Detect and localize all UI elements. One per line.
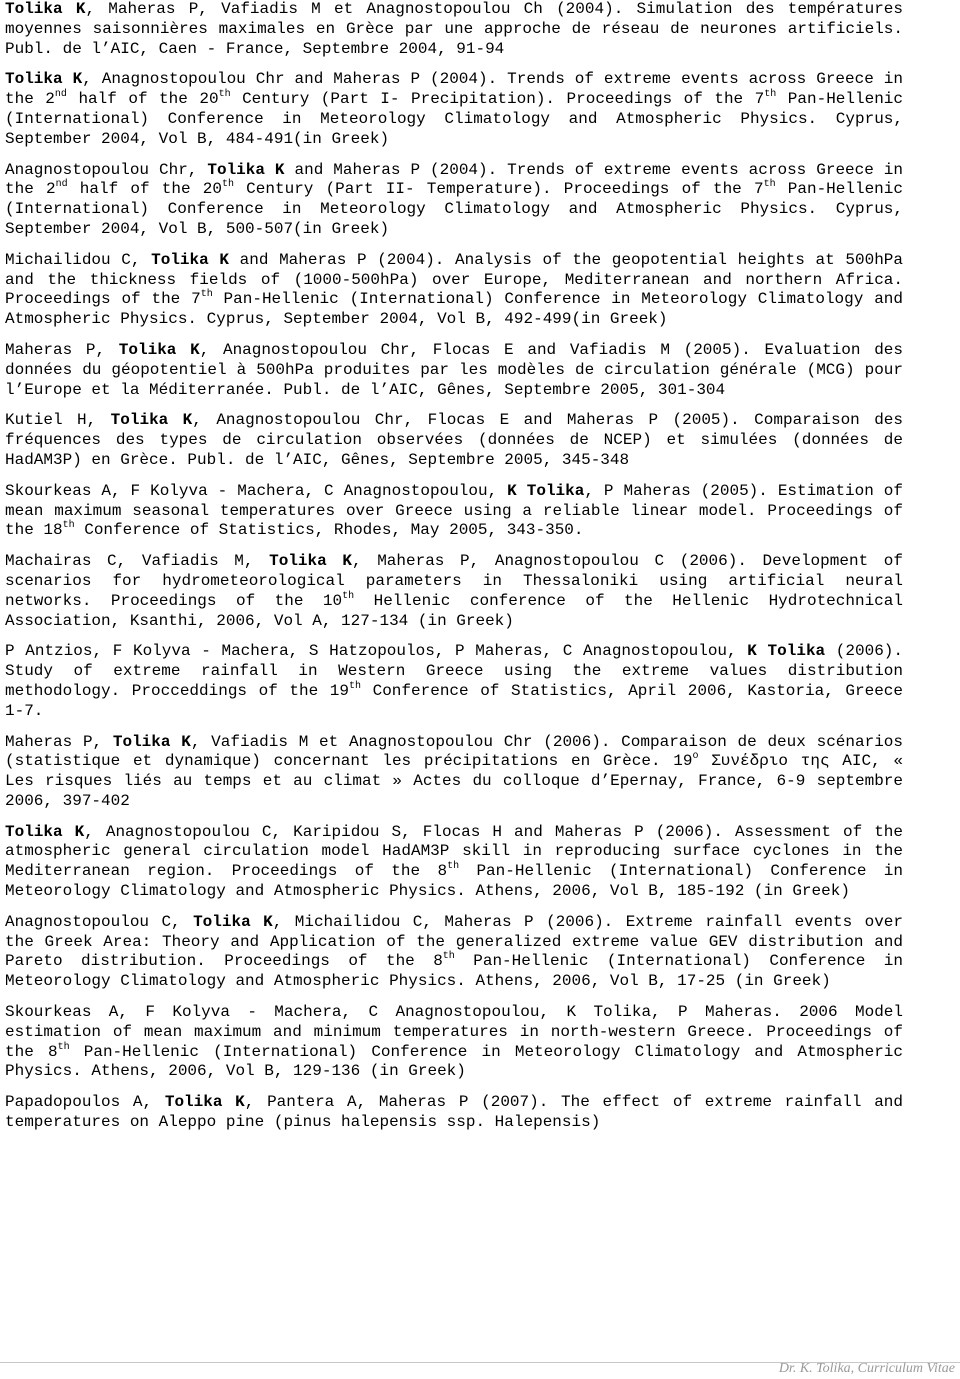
author-highlight: Tolika K <box>164 1093 245 1112</box>
ordinal-superscript: th <box>221 179 234 191</box>
reference-text: and Maheras P (2004). Trends of extreme events across Greece in the 2 <box>5 160 904 199</box>
reference-text: Skourkeas A, F Kolyva - Machera, C Anagnostopoulou, <box>5 481 508 500</box>
reference-entry <box>5 482 903 541</box>
reference-text: Pan-Hellenic (International) Conference in Meteorology Climatology and Atmospheric Physics. Athens, 2006, Vol B, 129-136 (in Greek) <box>5 1042 903 1081</box>
ordinal-superscript: th <box>442 951 455 963</box>
author-highlight: Tolika K <box>5 0 86 18</box>
ordinal-superscript: th <box>218 89 231 101</box>
reference-text: Hellenic conference of the Hellenic Hydrotechnical Association, Ksanthi, 2006, Vol A, 127-134 (in Greek) <box>5 591 903 630</box>
reference-text: Anagnostopoulou Chr, <box>5 160 208 179</box>
reference-entry <box>5 341 903 400</box>
reference-text: Maheras P, <box>5 340 119 359</box>
reference-entry <box>5 1003 903 1082</box>
reference-entry <box>5 552 903 631</box>
reference-text: Century (Part II- Temperature). Proceedings of the 7 <box>234 180 764 199</box>
reference-text: half of the 20 <box>66 90 219 109</box>
reference-text: and Maheras P (2004). Analysis of the geopotential heights at 500hPa and the thickness fields of (1000-500hPa) over Europe, Mediterranean and northern Africa. Proceedings of the 7 <box>5 250 903 309</box>
reference-text: , Anagnostopoulou Chr, Flocas E and Vafiadis M (2005). Evaluation des données du géopotentiel à 500hPa produites par les modèles de circulation générale (MCG) pour l’Europe et la Méditerranée. Publ. de l’AIC, Gênes, Septembre 2005, 301-304 <box>5 340 904 399</box>
reference-entry <box>5 411 903 470</box>
reference-entry <box>5 251 903 330</box>
author-highlight: Tolika K <box>151 250 229 269</box>
reference-text: , Michailidou C, Maheras P (2006). Extreme rainfall events over the Greek Area: Theory and Application of the generalized extreme value GEV distribution and Pareto distribution. Proceedings of the 8 <box>5 912 903 971</box>
reference-text: Pan-Hellenic (International) Conference in Meteorology Climatology and Atmospheric Physics. Athens, 2006, Vol B, 17-25 (in Greek) <box>5 952 903 991</box>
author-highlight: Tolika K <box>5 70 83 89</box>
reference-text: P Antzios, F Kolyva - Machera, S Hatzopoulos, P Maheras, C Anagnostopoulou, <box>5 642 748 661</box>
ordinal-superscript: nd <box>55 179 68 191</box>
reference-entry <box>5 913 903 992</box>
reference-text: Machairas C, Vafiadis M, <box>5 552 270 571</box>
author-highlight: Tolika K <box>110 411 193 430</box>
reference-text: , Anagnostopoulou Chr, Flocas E and Maheras P (2005). Comparaison des fréquences des types de circulation observées (données de NCEP) et simulées (données de HadAM3P) en Grèce. Publ. de l’AIC, Gênes, Septembre 2005, 345-348 <box>5 411 904 469</box>
reference-text: Pan-Hellenic (International) Conference in Meteorology Climatology and Atmospheric Physics. Cyprus, September 2004, Vol B, 500-507(in Greek) <box>5 180 903 238</box>
author-highlight: K Tolika <box>507 481 585 500</box>
reference-text: , Maheras P, Vafiadis M et Anagnostopoulou Ch (2004). Simulation des températures moyennes saisonnières maximales en Grèce par une approche de réseau de neurones artificiels. Publ. de l’AIC, Caen - France, Septembre 2004, 91-94 <box>5 0 903 58</box>
reference-list <box>5 0 903 1144</box>
reference-text: Pan-Hellenic (International) Conference in Meteorology Climatology and Atmospheric Physics. Athens, 2006, Vol B, 185-192 (in Greek) <box>5 862 904 901</box>
ordinal-superscript: th <box>764 89 777 101</box>
reference-text: Anagnostopoulou C, <box>5 912 194 931</box>
ordinal-superscript: o <box>692 751 699 763</box>
author-highlight: Tolika K <box>207 160 285 179</box>
reference-entry <box>5 733 903 812</box>
reference-text: Conference of Statistics, April 2006, Kastoria, Greece 1-7. <box>5 681 903 720</box>
ordinal-superscript: th <box>200 289 213 301</box>
ordinal-superscript: nd <box>54 89 67 101</box>
reference-text: Skourkeas A, F Kolyva - Machera, C Anagnostopoulou, K Tolika, P Maheras. 2006 Model estimation of mean maximum and minimum temperatures in north-western Greece. Proceedings of the 8 <box>5 1003 903 1061</box>
reference-text: Pan-Hellenic (International) Conference in Meteorology Climatology and Atmospheric Physics. Cyprus, September 2004, Vol B, 484-491(in Greek) <box>5 90 904 148</box>
author-highlight: Tolika K <box>118 340 200 359</box>
reference-text: Michailidou C, <box>5 250 152 269</box>
reference-entry <box>5 0 903 59</box>
ordinal-superscript: th <box>349 680 362 692</box>
ordinal-superscript: th <box>763 179 776 191</box>
author-highlight: Tolika K <box>112 732 191 751</box>
ordinal-superscript: th <box>57 1041 70 1053</box>
author-highlight: Tolika K <box>193 912 273 931</box>
reference-text: Συνέδριο της AIC, « Les risques liés au temps et au climat » Actes du colloque d’Epernay, France, 6-9 septembre 2006, 397-402 <box>5 752 903 810</box>
reference-text: , Pantera A, Maheras P (2007). The effect of extreme rainfall and temperatures on Aleppo pine (pinus halepensis ssp. Halepensis) <box>5 1093 904 1132</box>
reference-text: , P Maheras (2005). Estimation of mean maximum seasonal temperatures over Greece using a reliable linear model. Proceedings of the 18 <box>5 481 904 540</box>
reference-text: Conference of Statistics, Rhodes, May 2005, 343-350. <box>74 521 584 540</box>
ordinal-superscript: th <box>342 590 355 602</box>
reference-text: half of the 20 <box>67 180 222 199</box>
reference-text: , Anagnostopoulou C, Karipidou S, Flocas H and Maheras P (2006). Assessment of the atmospheric general circulation model HadAM3P skill in reproducing surface cyclones in the Mediterranean region. Proceedings of the 8 <box>5 822 904 881</box>
reference-text: Maheras P, <box>5 732 113 751</box>
author-highlight: Tolika K <box>269 552 352 571</box>
reference-entry <box>5 642 903 721</box>
reference-text: Papadopoulos A, <box>5 1093 165 1112</box>
author-highlight: Tolika K <box>5 822 85 841</box>
reference-text: , Anagnostopoulou Chr and Maheras P (2004). Trends of extreme events across Greece in the 2 <box>5 70 904 109</box>
ordinal-superscript: th <box>447 861 460 873</box>
reference-entry <box>5 70 903 149</box>
reference-entry <box>5 823 903 902</box>
reference-text: (2006). Study of extreme rainfall in Western Greece using the extreme values distribution methodology. Procceddings of the 19 <box>5 642 903 700</box>
reference-entry <box>5 1093 903 1133</box>
reference-text: Pan-Hellenic (International) Conference in Meteorology Climatology and Atmospheric Physics. Cyprus, September 2004, Vol B, 492-499(in Greek) <box>5 290 903 329</box>
reference-text: Century (Part I- Precipitation). Proceedings of the 7 <box>230 90 765 109</box>
ordinal-superscript: th <box>62 520 75 532</box>
reference-text: , Vafiadis M et Anagnostopoulou Chr (2006). Comparaison de deux scénarios (statistique et dynamique) concernant les précipitations en Grèce. 19 <box>5 732 904 771</box>
author-highlight: K Tolika <box>747 642 826 661</box>
reference-text: , Maheras P, Anagnostopoulou C (2006). Development of scenarios for hydrometeorological parameters in Thessaloniki using artificial neural networks. Proceedings of the 10 <box>5 552 903 610</box>
reference-entry <box>5 161 903 240</box>
page-footer: Dr. K. Tolika, Curriculum Vitae <box>778 1361 955 1376</box>
reference-text: Kutiel H, <box>5 411 111 430</box>
